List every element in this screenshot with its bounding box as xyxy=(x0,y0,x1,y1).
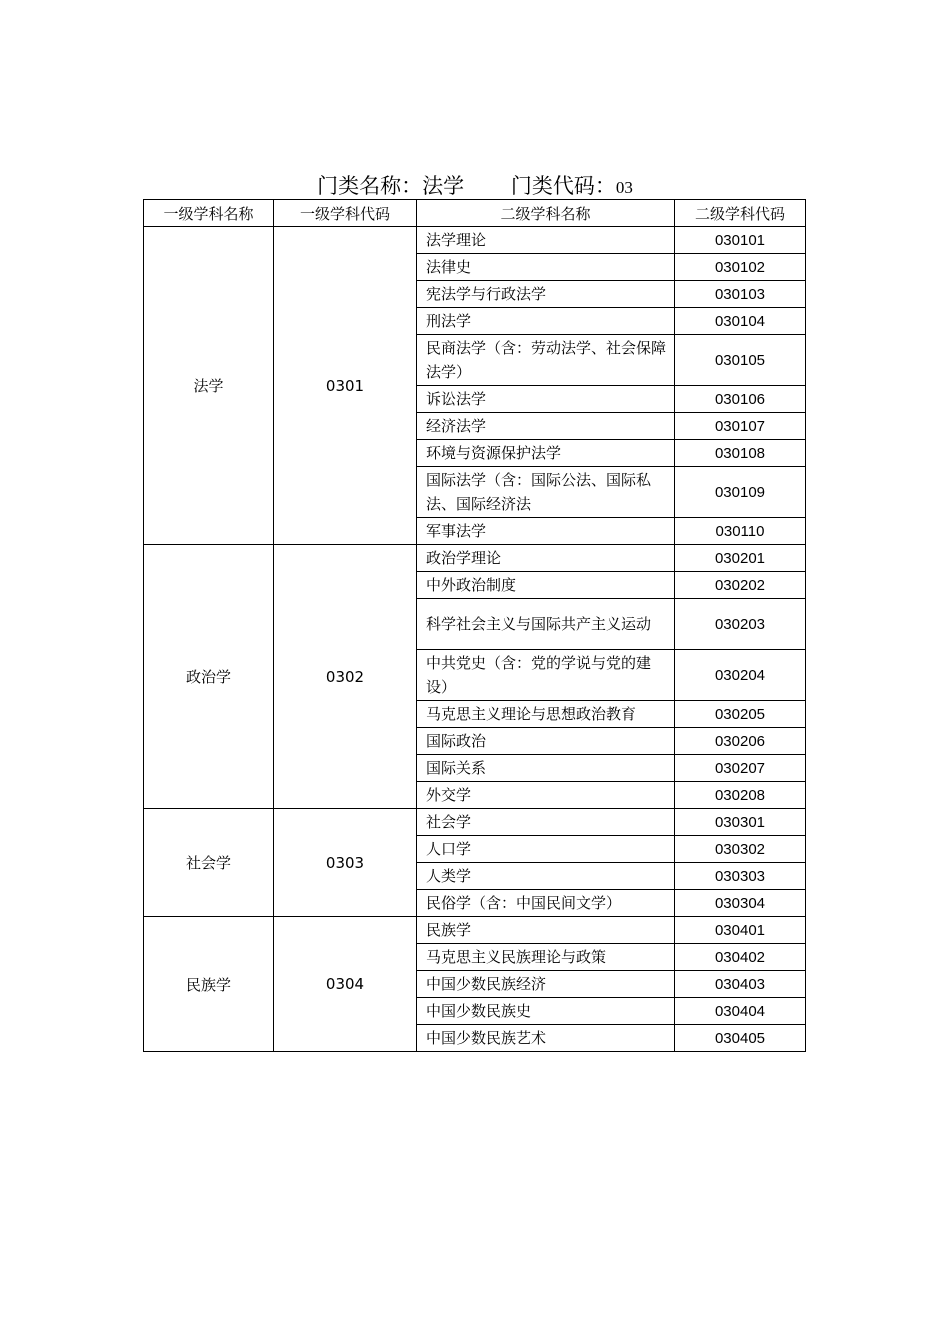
table-row xyxy=(144,917,806,944)
first-level-name-cell: 政治学 xyxy=(144,545,274,809)
second-level-code-cell: 030403 xyxy=(675,971,806,998)
second-level-name-cell: 民商法学（含：劳动法学、社会保障法学） xyxy=(417,335,675,386)
second-level-code-cell: 030109 xyxy=(675,467,806,518)
second-level-code-cell: 030401 xyxy=(675,917,806,944)
second-level-name-cell: 民族学 xyxy=(417,917,675,944)
second-level-name-cell: 国际政治 xyxy=(417,728,675,755)
second-level-code-cell: 030207 xyxy=(675,755,806,782)
second-level-code-cell: 030101 xyxy=(675,227,806,254)
second-level-name-cell: 宪法学与行政法学 xyxy=(417,281,675,308)
header-first-level-name: 一级学科名称 xyxy=(144,200,274,227)
table-header-row xyxy=(144,200,806,227)
second-level-code-cell: 030301 xyxy=(675,809,806,836)
second-level-name-cell: 马克思主义理论与思想政治教育 xyxy=(417,701,675,728)
second-level-code-cell: 030405 xyxy=(675,1025,806,1052)
second-level-name-cell: 中国少数民族经济 xyxy=(417,971,675,998)
second-level-code-cell: 030203 xyxy=(675,599,806,650)
second-level-code-cell: 030303 xyxy=(675,863,806,890)
second-level-name-cell: 环境与资源保护法学 xyxy=(417,440,675,467)
second-level-code-cell: 030104 xyxy=(675,308,806,335)
second-level-name-cell: 民俗学（含：中国民间文学） xyxy=(417,890,675,917)
second-level-name-cell: 中共党史（含：党的学说与党的建设） xyxy=(417,650,675,701)
first-level-code-cell: 0304 xyxy=(274,917,417,1052)
second-level-code-cell: 030206 xyxy=(675,728,806,755)
first-level-name-cell: 民族学 xyxy=(144,917,274,1052)
table-row xyxy=(144,809,806,836)
second-level-code-cell: 030205 xyxy=(675,701,806,728)
second-level-name-cell: 法学理论 xyxy=(417,227,675,254)
second-level-name-cell: 人类学 xyxy=(417,863,675,890)
header-second-level-name: 二级学科名称 xyxy=(417,200,675,227)
second-level-name-cell: 中外政治制度 xyxy=(417,572,675,599)
second-level-code-cell: 030302 xyxy=(675,836,806,863)
second-level-code-cell: 030208 xyxy=(675,782,806,809)
second-level-code-cell: 030304 xyxy=(675,890,806,917)
second-level-name-cell: 人口学 xyxy=(417,836,675,863)
second-level-code-cell: 030402 xyxy=(675,944,806,971)
header-first-level-code: 一级学科代码 xyxy=(274,200,417,227)
table-row xyxy=(144,227,806,254)
second-level-code-cell: 030103 xyxy=(675,281,806,308)
second-level-code-cell: 030201 xyxy=(675,545,806,572)
second-level-code-cell: 030106 xyxy=(675,386,806,413)
second-level-name-cell: 中国少数民族史 xyxy=(417,998,675,1025)
first-level-name-cell: 法学 xyxy=(144,227,274,545)
category-code-label: 门类代码： xyxy=(510,174,616,198)
second-level-name-cell: 国际法学（含：国际公法、国际私法、国际经济法 xyxy=(417,467,675,518)
first-level-name-cell: 社会学 xyxy=(144,809,274,917)
second-level-name-cell: 马克思主义民族理论与政策 xyxy=(417,944,675,971)
second-level-name-cell: 国际关系 xyxy=(417,755,675,782)
second-level-name-cell: 诉讼法学 xyxy=(417,386,675,413)
first-level-code-cell: 0302 xyxy=(274,545,417,809)
second-level-name-cell: 刑法学 xyxy=(417,308,675,335)
second-level-code-cell: 030108 xyxy=(675,440,806,467)
second-level-name-cell: 社会学 xyxy=(417,809,675,836)
category-code: 03 xyxy=(615,178,633,197)
category-name: 法学 xyxy=(422,174,465,198)
second-level-code-cell: 030102 xyxy=(675,254,806,281)
second-level-code-cell: 030107 xyxy=(675,413,806,440)
discipline-table xyxy=(143,199,806,1052)
second-level-name-cell: 政治学理论 xyxy=(417,545,675,572)
second-level-code-cell: 030105 xyxy=(675,335,806,386)
second-level-code-cell: 030110 xyxy=(675,518,806,545)
category-name-label: 门类名称： xyxy=(317,174,423,198)
second-level-code-cell: 030204 xyxy=(675,650,806,701)
second-level-name-cell: 经济法学 xyxy=(417,413,675,440)
second-level-name-cell: 科学社会主义与国际共产主义运动 xyxy=(417,599,675,650)
header-second-level-code: 二级学科代码 xyxy=(675,200,806,227)
second-level-name-cell: 法律史 xyxy=(417,254,675,281)
second-level-code-cell: 030404 xyxy=(675,998,806,1025)
page-title xyxy=(0,172,950,202)
second-level-name-cell: 中国少数民族艺术 xyxy=(417,1025,675,1052)
second-level-name-cell: 军事法学 xyxy=(417,518,675,545)
first-level-code-cell: 0301 xyxy=(274,227,417,545)
second-level-name-cell: 外交学 xyxy=(417,782,675,809)
second-level-code-cell: 030202 xyxy=(675,572,806,599)
table-row xyxy=(144,545,806,572)
first-level-code-cell: 0303 xyxy=(274,809,417,917)
